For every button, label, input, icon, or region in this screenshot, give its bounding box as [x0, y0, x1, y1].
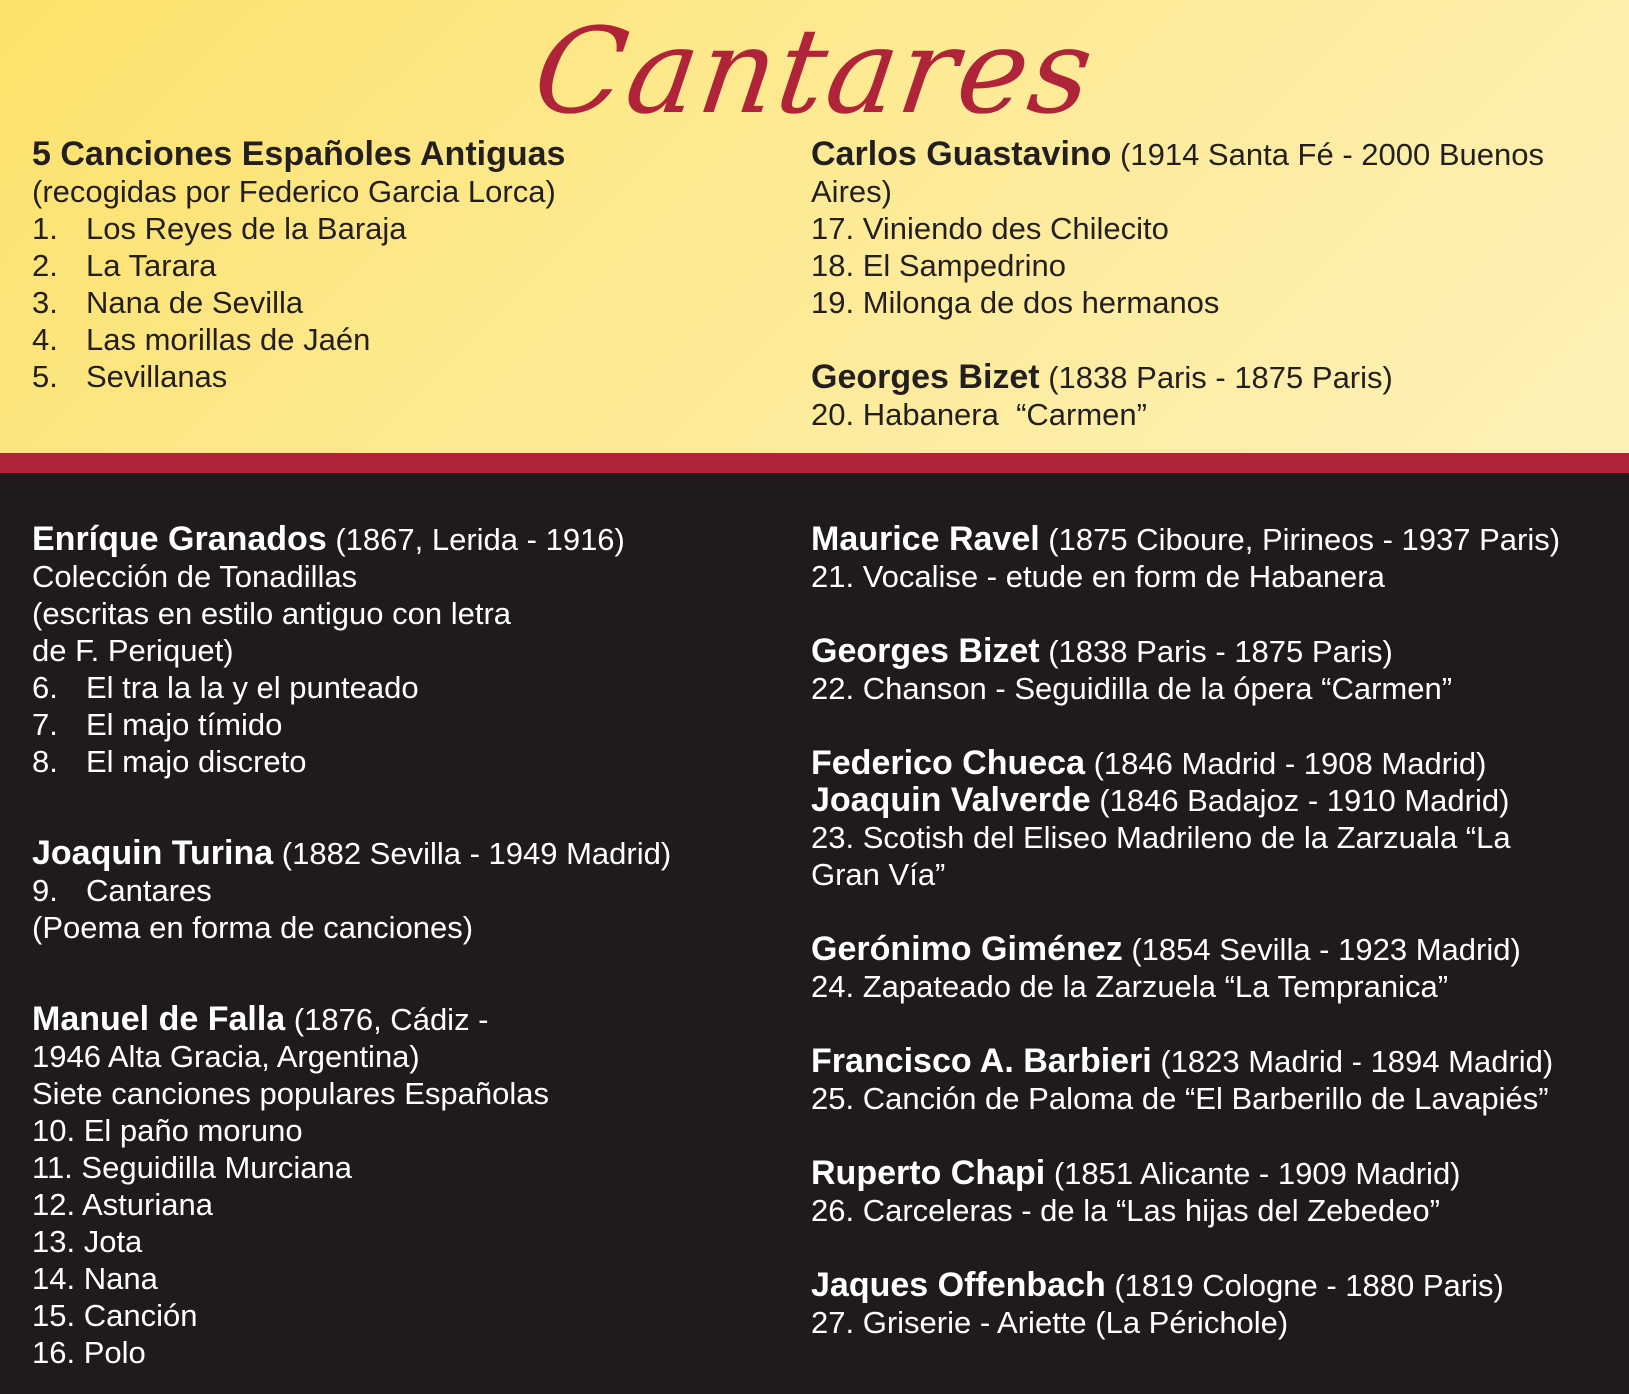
- track-item: 17. Viniendo des Chilecito: [811, 211, 1169, 246]
- top-left-column: [32, 136, 772, 395]
- track-item: 9. Cantares: [32, 873, 212, 908]
- track-item: 8. El majo discreto: [32, 744, 307, 779]
- track-item: 11. Seguidilla Murciana: [32, 1150, 352, 1185]
- composer-entry: [811, 521, 1621, 558]
- composer-entry: [811, 1155, 1621, 1192]
- track-item: 21. Vocalise - etude en form de Habanera: [811, 559, 1385, 594]
- composer-dates: (1846 Badajoz - 1910 Madrid): [1090, 783, 1510, 818]
- composer-entry: [811, 359, 1611, 396]
- top-panel: [0, 0, 1629, 453]
- composer-dates: (1846 Madrid - 1908 Madrid): [1084, 746, 1487, 781]
- composer-name: Joaquin Turina: [32, 834, 274, 872]
- composer-entry: [811, 782, 1621, 819]
- composer-dates: (1838 Paris - 1875 Paris): [1039, 360, 1393, 395]
- composer-dates: (1882 Sevilla - 1949 Madrid): [273, 836, 672, 871]
- composer-entry: [32, 521, 782, 558]
- composer-dates: (1823 Madrid - 1894 Madrid): [1151, 1044, 1554, 1079]
- composer-name: Ruperto Chapi: [811, 1154, 1046, 1192]
- track-item: 27. Griserie - Ariette (La Périchole): [811, 1305, 1289, 1340]
- composer-entry: [811, 633, 1621, 670]
- composer-name: Carlos Guastavino: [811, 135, 1112, 173]
- track-item: 16. Polo: [32, 1335, 146, 1370]
- track-item: 4. Las morillas de Jaén: [32, 322, 371, 357]
- composer-entry: [811, 1043, 1621, 1080]
- composer-dates: (1838 Paris - 1875 Paris): [1039, 634, 1393, 669]
- track-item: 26. Carceleras - de la “Las hijas del Zebedeo”: [811, 1193, 1440, 1228]
- composer-name: Gerónimo Giménez: [811, 930, 1123, 968]
- composer-name: Joaquin Valverde: [811, 781, 1091, 819]
- composer-entry: [811, 931, 1621, 968]
- track-item: 14. Nana: [32, 1261, 158, 1296]
- work-title: Colección de Tonadillas: [32, 559, 358, 594]
- composer-dates: (1875 Ciboure, Pirineos - 1937 Paris): [1039, 522, 1561, 557]
- track-item: 20. Habanera “Carmen”: [811, 397, 1147, 432]
- bottom-left-column: [32, 521, 782, 1371]
- track-item: 13. Jota: [32, 1224, 143, 1259]
- composer-entry: [32, 835, 782, 872]
- track-item: 19. Milonga de dos hermanos: [811, 285, 1220, 320]
- bottom-right-column: [811, 521, 1621, 1341]
- composer-name: Maurice Ravel: [811, 520, 1040, 558]
- composer-name: Federico Chueca: [811, 744, 1085, 782]
- track-item: 3. Nana de Sevilla: [32, 285, 304, 320]
- track-item: 7. El majo tímido: [32, 707, 283, 742]
- composer-name: Jaques Offenbach: [811, 1266, 1106, 1304]
- track-item: 6. El tra la la y el punteado: [32, 670, 419, 705]
- track-item: 18. El Sampedrino: [811, 248, 1067, 283]
- composer-entry: [811, 136, 1611, 210]
- composer-entry: [32, 1001, 782, 1038]
- divider-bar: [0, 453, 1629, 473]
- track-item: 2. La Tarara: [32, 248, 217, 283]
- work-note: de F. Periquet): [32, 633, 234, 668]
- collection-subheading: (recogidas por Federico Garcia Lorca): [32, 174, 556, 209]
- work-note: (Poema en forma de canciones): [32, 910, 474, 945]
- work-title: Siete canciones populares Españolas: [32, 1076, 550, 1111]
- collection-heading: 5 Canciones Españoles Antiguas: [32, 135, 566, 173]
- page-title: Cantares: [526, 2, 1103, 140]
- composer-entry: [811, 745, 1621, 782]
- track-item: 1. Los Reyes de la Baraja: [32, 211, 407, 246]
- composer-entry: [811, 1267, 1621, 1304]
- track-item: 22. Chanson - Seguidilla de la ópera “Carmen”: [811, 671, 1453, 706]
- composer-dates: (1867, Lerida - 1916): [326, 522, 625, 557]
- composer-name: Francisco A. Barbieri: [811, 1042, 1152, 1080]
- composer-name: Enríque Granados: [32, 520, 327, 558]
- composer-dates: (1819 Cologne - 1880 Paris): [1105, 1268, 1504, 1303]
- composer-dates-continued: 1946 Alta Gracia, Argentina): [32, 1039, 420, 1074]
- composer-name: Georges Bizet: [811, 358, 1040, 396]
- composer-dates: (1854 Sevilla - 1923 Madrid): [1122, 932, 1521, 967]
- composer-name: Georges Bizet: [811, 632, 1040, 670]
- track-item: 25. Canción de Paloma de “El Barberillo de Lavapiés”: [811, 1081, 1549, 1116]
- composer-name: Manuel de Falla: [32, 1000, 286, 1038]
- composer-dates: (1876, Cádiz -: [285, 1002, 489, 1037]
- work-note: (escritas en estilo antiguo con letra: [32, 596, 512, 631]
- bottom-panel: [0, 473, 1629, 1394]
- track-item: 24. Zapateado de la Zarzuela “La Tempranica”: [811, 969, 1449, 1004]
- track-item: 15. Canción: [32, 1298, 198, 1333]
- track-item: 12. Asturiana: [32, 1187, 213, 1222]
- track-item: 23. Scotish del Eliseo Madrileno de la Zarzuala “La Gran Vía”: [811, 820, 1511, 892]
- composer-dates: (1914 Santa Fé - 2000 Buenos Aires): [811, 137, 1544, 209]
- composer-dates: (1851 Alicante - 1909 Madrid): [1045, 1156, 1461, 1191]
- track-item: 5. Sevillanas: [32, 359, 228, 394]
- top-right-column: [811, 136, 1611, 433]
- track-item: 10. El paño moruno: [32, 1113, 303, 1148]
